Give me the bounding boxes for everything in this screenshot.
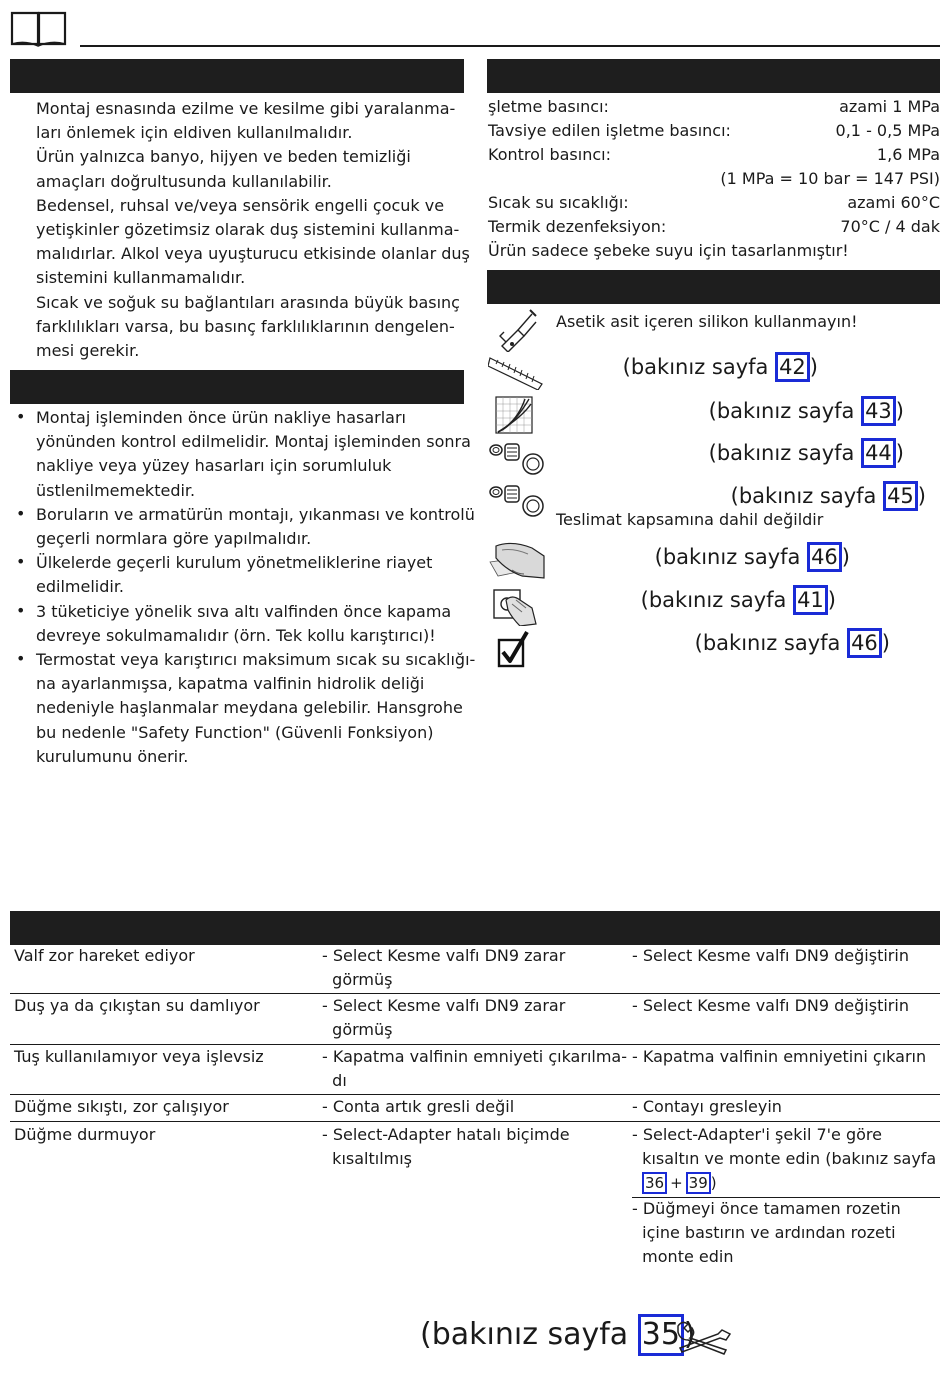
row-divider xyxy=(10,1121,940,1122)
trouble-cause: görmüş xyxy=(322,1020,393,1040)
trouble-fault: Düğme sıkıştı, zor çalışıyor xyxy=(14,1097,229,1116)
trouble-cause: kısaltılmış xyxy=(322,1149,412,1169)
troubleshooting-header xyxy=(10,911,940,945)
trouble-fault: Düğme durmuyor xyxy=(14,1125,156,1144)
safety-line: Sıcak ve soğuk su bağlantıları arasında büyük basınç xyxy=(36,292,460,312)
safety-line: malıdırlar. Alkol veya uyuşturucu etkisinde olanlar duş xyxy=(36,244,470,264)
tech-value: 1,6 MPa xyxy=(876,145,940,164)
remedy-reference-line xyxy=(642,1171,717,1195)
page-link[interactable]: 46 xyxy=(847,628,882,658)
silicone-gun-icon xyxy=(496,306,538,352)
bullet-dot: • xyxy=(16,649,26,668)
manual-book-icon xyxy=(10,10,68,48)
bullet-dot: • xyxy=(16,552,26,572)
spare-parts-icon-2 xyxy=(487,482,545,518)
page-link-39[interactable]: 39 xyxy=(686,1172,711,1194)
test-button-hand-icon xyxy=(490,584,540,626)
ref-suffix: ) xyxy=(827,588,836,612)
symbols-section-header xyxy=(487,270,940,304)
installation-line: devreye sokulmamalıdır (örn. Tek kollu karıştırıcı)! xyxy=(36,625,436,645)
trouble-remedy: - Select-Adapter'i şekil 7'e göre xyxy=(632,1125,882,1144)
tech-label: Tavsiye edilen işletme basıncı: xyxy=(488,121,731,140)
page-link[interactable]: 45 xyxy=(883,481,918,511)
safety-line: Montaj esnasında ezilme ve kesilme gibi yaralanma- xyxy=(36,99,456,118)
symbol-page-ref xyxy=(641,585,836,615)
footer-reference xyxy=(420,1314,696,1356)
installation-line: nakliye veya yüzey hasarları için sorumluluk xyxy=(36,456,392,476)
ref-suffix: ) xyxy=(809,355,818,379)
ref-prefix: (bakınız sayfa xyxy=(708,399,862,423)
trouble-remedy-extra: monte edin xyxy=(632,1247,734,1267)
safety-line: amaçları doğrultusunda kullanılabilir. xyxy=(36,171,332,191)
installation-line: üstlenilmemektedir. xyxy=(36,480,196,500)
ref-suffix: ) xyxy=(841,545,850,569)
trouble-cause: - Select Kesme valfı DN9 zarar xyxy=(322,946,566,965)
trouble-remedy: - Contayı gresleyin xyxy=(632,1097,782,1116)
installation-line: yönünden kontrol edilmelidir. Montaj işleminden sonra xyxy=(36,432,471,452)
trouble-cause: - Conta artık gresli değil xyxy=(322,1097,515,1116)
header-rule xyxy=(80,45,940,47)
dimensions-ruler-icon xyxy=(488,354,544,390)
spare-parts-icon xyxy=(487,440,545,476)
ref-prefix: (bakınız sayfa xyxy=(640,588,794,612)
footer-page-link[interactable]: 35 xyxy=(638,1314,684,1356)
tech-value: 0,1 - 0,5 MPa xyxy=(835,121,940,140)
ref-prefix: (bakınız sayfa xyxy=(694,631,848,655)
ref-prefix: (bakınız sayfa xyxy=(708,441,862,465)
symbol-page-ref xyxy=(709,396,904,426)
trouble-fault: Valf zor hareket ediyor xyxy=(14,946,195,965)
page-link-36[interactable]: 36 xyxy=(642,1172,667,1194)
footer-ref-prefix: (bakınız sayfa xyxy=(420,1317,638,1352)
ref-prefix: (bakınız sayfa xyxy=(654,545,808,569)
installation-line: Termostat veya karıştırıcı maksimum sıcak su sıcaklığı- xyxy=(36,650,476,669)
bullet-dot: • xyxy=(16,600,26,620)
page-link[interactable]: 46 xyxy=(807,542,842,572)
page-link[interactable]: 41 xyxy=(793,585,828,615)
installation-line: bu nedenle "Safety Function" (Güvenli Fonksiyon) xyxy=(36,722,434,742)
ref-suffix: ) xyxy=(895,441,904,465)
tech-row xyxy=(488,191,940,215)
trouble-cause: - Select Kesme valfı DN9 zarar xyxy=(322,996,566,1015)
trouble-cause: görmüş xyxy=(322,970,393,990)
safety-line: Ürün yalnızca banyo, hijyen ve beden temizliği xyxy=(36,147,411,167)
installation-line: 3 tüketiciye yönelik sıva altı valfinden önce kapama xyxy=(36,601,452,621)
installation-line: Ülkelerde geçerli kurulum yönetmeliklerine riayet xyxy=(36,553,433,573)
ref-close: ) xyxy=(710,1174,717,1192)
ref-prefix: (bakınız sayfa xyxy=(622,355,776,379)
plus-sign: + xyxy=(670,1174,683,1192)
tech-row xyxy=(488,167,940,191)
safety-section-header xyxy=(10,59,464,93)
silicone-note: Asetik asit içeren silikon kullanmayın! xyxy=(556,312,858,331)
tech-label: Kontrol basıncı: xyxy=(488,145,611,164)
tech-value: azami 60°C xyxy=(847,193,940,212)
ref-suffix: ) xyxy=(895,399,904,423)
row-divider xyxy=(10,1044,940,1045)
trouble-remedy-extra: içine bastırın ve ardından rozeti xyxy=(632,1223,896,1243)
tech-note: Ürün sadece şebeke suyu için tasarlanmıştır! xyxy=(488,241,849,260)
symbol-page-ref xyxy=(695,628,890,658)
tech-label: Termik dezenfeksiyon: xyxy=(488,217,667,236)
tech-row xyxy=(488,119,940,143)
safety-line: mesi gerekir. xyxy=(36,341,140,360)
row-divider xyxy=(10,1094,940,1095)
tech-value: (1 MPa = 10 bar = 147 PSI) xyxy=(720,169,940,188)
symbol-page-ref xyxy=(623,352,818,382)
tech-label: Sıcak su sıcaklığı: xyxy=(488,193,629,212)
tech-value: 70°C / 4 dak xyxy=(840,217,940,236)
wrench-tools-icon xyxy=(674,1318,732,1356)
page-link[interactable]: 42 xyxy=(775,352,810,382)
tech-row xyxy=(488,215,940,239)
installation-line: Boruların ve armatürün montajı, yıkanması ve kontrolü xyxy=(36,504,475,524)
cleaning-hand-icon xyxy=(488,540,546,580)
installation-line: nedeniyle haşlanmalar meydana gelebilir. Hansgrohe xyxy=(36,698,463,718)
page-link[interactable]: 43 xyxy=(861,396,896,426)
bullet-dot: • xyxy=(16,503,26,523)
trouble-cause: - Select-Adapter hatalı biçimde xyxy=(322,1125,570,1144)
safety-line: Bedensel, ruhsal ve/veya sensörik engelli çocuk ve xyxy=(36,195,445,215)
checklist-icon xyxy=(497,630,531,668)
footer-ref-suffix: ) xyxy=(683,1317,696,1352)
installation-line: geçerli normlara göre yapılmalıdır. xyxy=(36,529,312,548)
flow-diagram-icon xyxy=(495,396,533,434)
installation-line: kurulumunu önerir. xyxy=(36,746,189,766)
symbol-page-ref xyxy=(655,542,850,572)
ref-suffix: ) xyxy=(917,484,926,508)
symbol-page-ref xyxy=(709,438,904,468)
trouble-fault: Duş ya da çıkıştan su damlıyor xyxy=(14,996,260,1015)
trouble-remedy: - Kapatma valfinin emniyetini çıkarın xyxy=(632,1047,927,1066)
installation-section-header xyxy=(10,370,464,404)
safety-line: yetişkinler gözetimsiz olarak duş sistemini kullanma- xyxy=(36,220,460,239)
ref-suffix: ) xyxy=(881,631,890,655)
ref-prefix: (bakınız sayfa xyxy=(730,484,884,508)
row-divider xyxy=(10,993,940,994)
safety-line: sistemini kullanmamalıdır. xyxy=(36,268,246,288)
installation-line: na ayarlanmışsa, kapatma valfinin hidrolik deliği xyxy=(36,674,425,694)
tech-row xyxy=(488,95,940,119)
bullet-dot: • xyxy=(16,407,26,426)
symbol-page-ref xyxy=(731,481,926,511)
trouble-remedy: - Select Kesme valfı DN9 değiştirin xyxy=(632,946,909,965)
technical-data-header xyxy=(487,59,940,93)
trouble-remedy: kısaltın ve monte edin (bakınız sayfa xyxy=(632,1149,937,1169)
trouble-cause: dı xyxy=(322,1071,347,1091)
not-included-note: Teslimat kapsamına dahil değildir xyxy=(556,510,824,529)
trouble-remedy: - Select Kesme valfı DN9 değiştirin xyxy=(632,996,909,1015)
installation-line: Montaj işleminden önce ürün nakliye hasarları xyxy=(36,408,406,427)
trouble-fault: Tuş kullanılamıyor veya işlevsiz xyxy=(14,1047,264,1066)
tech-label: şletme basıncı: xyxy=(488,97,609,116)
trouble-cause: - Kapatma valfinin emniyeti çıkarılma- xyxy=(322,1047,627,1066)
tech-row xyxy=(488,143,940,167)
tech-value: azami 1 MPa xyxy=(839,97,940,116)
page-link[interactable]: 44 xyxy=(861,438,896,468)
safety-line: ları önlemek için eldiven kullanılmalıdır. xyxy=(36,123,353,143)
safety-line: farklılıkları varsa, bu basınç farklılıklarının dengelen- xyxy=(36,316,455,336)
installation-line: edilmelidir. xyxy=(36,577,125,597)
trouble-remedy-extra: - Düğmeyi önce tamamen rozetin xyxy=(632,1199,901,1218)
